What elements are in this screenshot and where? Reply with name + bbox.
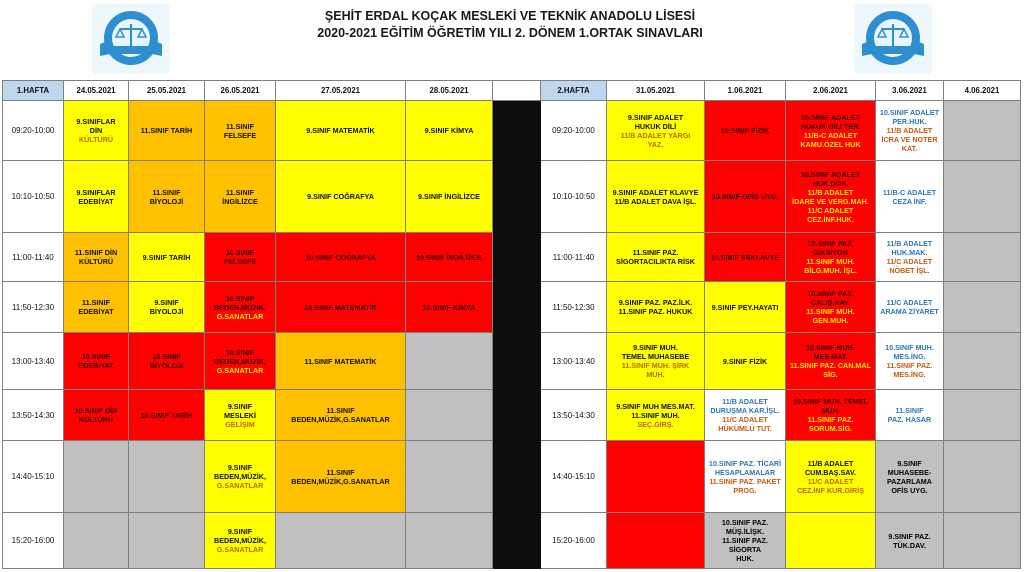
exam-cell-line: 9.SINIF ADALET KLAVYE bbox=[612, 187, 699, 197]
exam-cell-line: 11/B ADALET bbox=[886, 126, 933, 135]
exam-cell-line: 11.SINIF bbox=[152, 187, 181, 197]
exam-cell-line: KÜLTÜRÜ bbox=[78, 257, 114, 266]
exam-cell-line: 9.SINIF bbox=[227, 401, 253, 411]
exam-cell-line: BİYOLOJİ bbox=[149, 307, 184, 316]
exam-cell-line: MES.İNG. bbox=[893, 370, 926, 379]
exam-cell-line: CEZA İNF. bbox=[892, 196, 927, 206]
exam-cell-line: 9.SINIFLAR bbox=[76, 117, 116, 126]
exam-cell bbox=[64, 101, 129, 161]
exam-cell bbox=[406, 101, 493, 161]
week-separator bbox=[493, 441, 541, 513]
exam-cell-line: G.SANATLAR bbox=[216, 481, 264, 490]
exam-cell-line: ÇALIŞ.HAY. bbox=[810, 298, 851, 307]
exam-cell bbox=[64, 390, 129, 441]
exam-cell-line: 11.SINIF MUH. bbox=[806, 307, 855, 316]
exam-cell bbox=[607, 161, 705, 233]
exam-cell bbox=[786, 161, 876, 233]
exam-cell-line: BİYOLOJİ bbox=[149, 361, 184, 370]
exam-cell-line: 10.SINIF TARİH bbox=[140, 410, 193, 420]
school-emblem-icon bbox=[92, 4, 170, 74]
exam-cell-line: 10.SINIF PAZ. TİCARİ bbox=[708, 458, 782, 468]
exam-cell-line: 11/C ADALET bbox=[807, 205, 854, 215]
week2-date: 1.06.2021 bbox=[705, 81, 786, 101]
exam-cell-line: 10.SINIF ADALET bbox=[879, 108, 940, 117]
exam-cell-line: HÜKÜMLÜ TUT. bbox=[718, 424, 772, 433]
empty-cell bbox=[944, 441, 1021, 513]
exam-cell-line: 11/B ADALET DAVA İŞL. bbox=[614, 196, 697, 206]
exam-cell-line: OFİS UYG. bbox=[891, 485, 928, 495]
exam-cell-line: KAT. bbox=[901, 144, 918, 153]
exam-cell-line: GEN.MUH. bbox=[812, 316, 849, 325]
schedule-row bbox=[3, 513, 1021, 569]
exam-cell-line: BEDEN,MÜZİK, bbox=[214, 472, 266, 481]
exam-cell bbox=[876, 513, 944, 569]
exam-cell-line: 9.SINIFLAR bbox=[76, 187, 116, 197]
exam-cell-line: HUK.DOS. bbox=[812, 178, 849, 188]
time-slot: 11:50-12:30 bbox=[3, 282, 64, 333]
exam-cell-line: BİYOLOJİ bbox=[149, 196, 184, 206]
exam-cell-line: 9.SINIF bbox=[227, 527, 253, 536]
exam-cell bbox=[705, 333, 786, 390]
week2-date: 31.05.2021 bbox=[607, 81, 705, 101]
exam-cell bbox=[205, 233, 276, 282]
schedule-row bbox=[3, 333, 1021, 390]
exam-cell-line: 9.SINIF bbox=[227, 463, 253, 472]
exam-cell-line: 11/B ADALET bbox=[722, 397, 768, 406]
time-slot: 09:20-10:00 bbox=[3, 101, 64, 161]
title-exam-period: 2020-2021 EĞİTİM ÖĞRETİM YILI 2. DÖNEM 1.ORTAK SINAVLARI bbox=[317, 26, 703, 40]
exam-cell-line: 11.SINIF bbox=[226, 121, 254, 131]
exam-cell bbox=[205, 282, 276, 333]
week-separator bbox=[493, 390, 541, 441]
exam-cell-line: HESAPLAMALAR bbox=[714, 467, 776, 477]
exam-cell-line: MES.MAT. bbox=[813, 352, 848, 361]
exam-cell-line: DURUŞMA KAR.İŞL. bbox=[710, 406, 780, 415]
exam-cell bbox=[876, 233, 944, 282]
exam-cell-line: EDEBİYAT bbox=[78, 361, 114, 370]
exam-cell-line: DİKSİYON bbox=[813, 248, 848, 257]
empty-cell bbox=[944, 390, 1021, 441]
exam-cell-line: İCRA VE NOTER bbox=[881, 135, 938, 144]
document-header bbox=[0, 0, 1024, 80]
exam-cell-line: 10.SINIF PAZ. bbox=[807, 289, 854, 298]
exam-cell-line: 11/B-C ADALET bbox=[803, 130, 858, 140]
exam-cell-line: BEDEN,MÜZİK, bbox=[214, 536, 266, 545]
exam-cell bbox=[406, 161, 493, 233]
exam-cell-line: HUKUK DİLİ TER. bbox=[800, 121, 861, 131]
exam-cell bbox=[705, 390, 786, 441]
exam-cell-line: DİN bbox=[89, 126, 103, 135]
exam-cell-line: 11/B ADALET YARGI bbox=[620, 130, 691, 140]
exam-cell-line: KÜLTÜRÜ bbox=[78, 135, 114, 144]
exam-cell bbox=[786, 333, 876, 390]
exam-cell-line: MUH. bbox=[646, 370, 665, 379]
empty-cell bbox=[406, 513, 493, 569]
week-separator bbox=[493, 101, 541, 161]
exam-cell bbox=[876, 161, 944, 233]
exam-cell-line: 10.SINIF ADALET bbox=[800, 112, 861, 122]
time-slot: 10:10-10:50 bbox=[541, 161, 607, 233]
exam-cell-line: PAZARLAMA bbox=[887, 476, 932, 486]
schedule-row bbox=[3, 390, 1021, 441]
exam-cell-line: G.SANATLAR bbox=[216, 311, 264, 321]
exam-cell-line: 10.SINIF PAZ. bbox=[807, 239, 854, 248]
exam-cell-line: 9.SINIF MUH. bbox=[633, 343, 678, 352]
exam-cell-line: MUH. bbox=[821, 406, 840, 415]
title-school-name: ŞEHİT ERDAL KOÇAK MESLEKİ VE TEKNİK ANADOLU LİSESİ bbox=[324, 9, 696, 23]
exam-cell-line: 9.SINIF PEY.HAYATI bbox=[711, 302, 779, 312]
exam-cell bbox=[276, 233, 406, 282]
exam-cell-line: GELİŞİM bbox=[225, 419, 255, 429]
time-slot: 11:00-11:40 bbox=[541, 233, 607, 282]
exam-cell-line: 11/C ADALET bbox=[886, 257, 933, 266]
empty-cell bbox=[406, 333, 493, 390]
exam-cell-line: HUKUK DİLİ bbox=[634, 121, 677, 131]
exam-cell-line: 11.SINIF DİN bbox=[74, 248, 118, 257]
exam-cell-line: ARAMA ZİYARET bbox=[880, 307, 939, 316]
exam-cell bbox=[607, 333, 705, 390]
exam-cell-line: CEZ.İNF.HUK. bbox=[807, 214, 854, 224]
empty-cell bbox=[406, 441, 493, 513]
school-logo-left bbox=[92, 4, 170, 74]
exam-cell-line: TEMEL MUHASEBE bbox=[621, 352, 690, 361]
exam-cell bbox=[705, 513, 786, 569]
exam-cell bbox=[705, 161, 786, 233]
exam-cell bbox=[705, 101, 786, 161]
empty-cell bbox=[64, 441, 129, 513]
exam-cell-line: SİG. bbox=[823, 370, 838, 379]
exam-cell-line: 10.SINIF OFİS UYG. bbox=[711, 192, 779, 201]
empty-cell bbox=[406, 390, 493, 441]
exam-cell bbox=[205, 513, 276, 569]
exam-cell-line: 10.SINIF bbox=[225, 347, 255, 357]
exam-cell bbox=[786, 233, 876, 282]
exam-cell bbox=[876, 333, 944, 390]
exam-cell bbox=[607, 390, 705, 441]
exam-cell-line: 9.SINIF TARİH bbox=[142, 252, 191, 262]
exam-cell bbox=[406, 233, 493, 282]
exam-cell-line: 9.SINIF PAZ. PAZ.İLK. bbox=[618, 298, 693, 307]
exam-cell-line: 11.SINIF PAZ. HUKUK bbox=[618, 307, 693, 316]
exam-cell-line: 9.SINIF KİMYA bbox=[424, 126, 474, 135]
exam-cell-line: 11/B ADALET bbox=[807, 187, 854, 197]
exam-cell-line: 9.SINIF bbox=[154, 298, 179, 307]
exam-cell-line: 9.SINIF MATEMATİK bbox=[306, 126, 375, 135]
exam-cell-line: MES.İNG. bbox=[893, 352, 926, 361]
exam-cell-line: PAZ. HASAR bbox=[887, 415, 932, 424]
exam-cell-line: CEZ.İNF KUR.GİRİŞ bbox=[796, 485, 865, 495]
exam-cell-line: 10.SINIF MUH. TEMEL bbox=[792, 397, 869, 406]
time-slot: 15:20-16:00 bbox=[3, 513, 64, 569]
time-slot: 14:40-15:10 bbox=[541, 441, 607, 513]
exam-cell-line: 10.SINIF MUH. bbox=[885, 343, 934, 352]
exam-cell-line: MESLEKİ bbox=[224, 410, 256, 420]
exam-cell-line: İDARE VE VERG.MAH. bbox=[792, 196, 869, 206]
table-header-row bbox=[3, 81, 1021, 101]
exam-cell bbox=[276, 101, 406, 161]
exam-cell bbox=[276, 390, 406, 441]
week2-label: 2.HAFTA bbox=[541, 81, 607, 101]
week-separator bbox=[493, 161, 541, 233]
exam-cell-line: 10.SINIF MUH. bbox=[806, 343, 855, 352]
exam-cell-line: 11/B-C ADALET bbox=[882, 187, 937, 197]
exam-cell-line: 9.SINIF COĞRAFYA bbox=[307, 192, 374, 201]
exam-cell bbox=[205, 390, 276, 441]
exam-cell-line: PROG. bbox=[733, 485, 757, 495]
time-slot: 14:40-15:10 bbox=[3, 441, 64, 513]
exam-cell bbox=[786, 101, 876, 161]
exam-cell-line: MÜŞ.İLİŞK. bbox=[725, 527, 765, 536]
exam-cell-line: 11/B ADALET bbox=[807, 458, 854, 468]
exam-cell-line: 9.SINIF İNGİLİZCE bbox=[418, 192, 480, 201]
week1-date: 27.05.2021 bbox=[276, 81, 406, 101]
exam-cell-line: SORUM.SİG. bbox=[808, 424, 853, 433]
exam-cell bbox=[705, 441, 786, 513]
week1-date: 24.05.2021 bbox=[64, 81, 129, 101]
exam-cell-line: 9.SINIF FİZİK bbox=[722, 356, 768, 366]
exam-cell-line: 11.SINIF bbox=[326, 406, 355, 415]
exam-cell-line: 9.SINIF MUHASEBE- bbox=[887, 458, 932, 477]
exam-cell-line: 9.SINIF PAZ. TÜK.DAV. bbox=[888, 531, 931, 550]
exam-cell-line: BEDEN,MÜZİK, bbox=[214, 356, 266, 366]
exam-cell bbox=[205, 441, 276, 513]
week1-date: 28.05.2021 bbox=[406, 81, 493, 101]
exam-cell bbox=[876, 441, 944, 513]
week1-date: 25.05.2021 bbox=[129, 81, 205, 101]
exam-cell-line: KAMU.ÖZEL HUK bbox=[800, 139, 861, 149]
exam-cell bbox=[786, 441, 876, 513]
exam-cell bbox=[129, 390, 205, 441]
exam-cell bbox=[129, 282, 205, 333]
week-separator bbox=[493, 282, 541, 333]
empty-cell bbox=[944, 333, 1021, 390]
exam-cell bbox=[64, 233, 129, 282]
week-separator bbox=[493, 233, 541, 282]
exam-cell-line: 10.SINIF bbox=[152, 352, 181, 361]
time-slot: 13:00-13:40 bbox=[3, 333, 64, 390]
exam-cell bbox=[205, 101, 276, 161]
exam-cell bbox=[786, 282, 876, 333]
week2-date: 4.06.2021 bbox=[944, 81, 1021, 101]
exam-cell bbox=[205, 161, 276, 233]
exam-cell bbox=[276, 282, 406, 333]
time-slot: 13:50-14:30 bbox=[3, 390, 64, 441]
exam-cell bbox=[607, 282, 705, 333]
empty-cell bbox=[607, 441, 705, 513]
exam-cell bbox=[276, 161, 406, 233]
school-emblem-icon bbox=[854, 4, 932, 74]
time-slot: 11:00-11:40 bbox=[3, 233, 64, 282]
schedule-row bbox=[3, 161, 1021, 233]
exam-cell-line: 11.SINIF MUH. bbox=[806, 257, 855, 266]
week1-date: 26.05.2021 bbox=[205, 81, 276, 101]
exam-cell-line: 10.SINIF İNGİLİZCE bbox=[416, 252, 482, 262]
exam-cell bbox=[705, 282, 786, 333]
exam-cell bbox=[129, 233, 205, 282]
empty-cell bbox=[944, 513, 1021, 569]
exam-cell bbox=[786, 390, 876, 441]
exam-cell bbox=[705, 233, 786, 282]
exam-cell-line: 10.SINIF DİN bbox=[74, 406, 118, 415]
exam-cell-line: SEÇ.GİRŞ. bbox=[637, 419, 674, 429]
exam-cell-line: KÜLTÜRÜ bbox=[78, 415, 114, 424]
exam-cell-line: EDEBİYAT bbox=[78, 196, 114, 206]
exam-cell-line: İNGİLİZCE bbox=[222, 196, 258, 206]
exam-cell-line: NÖBET İŞL. bbox=[889, 266, 930, 275]
exam-cell-line: 10.SINIF bbox=[225, 293, 255, 303]
exam-cell-line: 11.SINIF MUH. ŞİRK bbox=[621, 361, 690, 370]
exam-cell bbox=[276, 441, 406, 513]
week2-date: 2.06.2021 bbox=[786, 81, 876, 101]
exam-cell-line: BEDEN,MÜZİK,G.SANATLAR bbox=[291, 415, 390, 424]
exam-cell-line: BİLG.MUH. İŞL. bbox=[804, 266, 857, 275]
exam-cell-line: G.SANATLAR bbox=[216, 365, 264, 375]
exam-cell bbox=[406, 282, 493, 333]
exam-cell-line: 9.SINIF MUH MES.MAT. bbox=[616, 401, 695, 411]
schedule-row bbox=[3, 282, 1021, 333]
exam-cell bbox=[129, 161, 205, 233]
exam-cell-line: 11.SINIF PAZ. bbox=[807, 415, 854, 424]
week-separator bbox=[493, 513, 541, 569]
schedule-row bbox=[3, 233, 1021, 282]
empty-cell bbox=[944, 161, 1021, 233]
empty-cell bbox=[944, 282, 1021, 333]
exam-cell bbox=[876, 101, 944, 161]
exam-cell-line: 11.SINIF bbox=[82, 298, 110, 307]
empty-cell bbox=[129, 513, 205, 569]
empty-cell bbox=[786, 513, 876, 569]
exam-cell-line: 11.SINIF MUH. bbox=[631, 410, 680, 420]
exam-cell bbox=[276, 333, 406, 390]
week1-label: 1.HAFTA bbox=[3, 81, 64, 101]
exam-cell-line: G.SANATLAR bbox=[216, 545, 264, 554]
exam-cell-line: 11.SINIF bbox=[895, 406, 924, 415]
exam-cell-line: 11.SINIF PAZ. CAN.MAL bbox=[790, 361, 871, 370]
exam-cell-line: HUK.MAK. bbox=[891, 248, 928, 257]
empty-cell bbox=[129, 441, 205, 513]
exam-cell-line: 10.SINIF bbox=[225, 248, 255, 257]
exam-cell-line: 11.SINIF bbox=[326, 467, 355, 477]
exam-cell bbox=[876, 282, 944, 333]
exam-cell bbox=[64, 333, 129, 390]
empty-cell bbox=[276, 513, 406, 569]
exam-cell-line: 11/C ADALET bbox=[722, 415, 768, 424]
time-slot: 13:00-13:40 bbox=[541, 333, 607, 390]
exam-cell-line: 11.SINIF PAZ. bbox=[632, 248, 679, 257]
exam-schedule-table bbox=[2, 80, 1021, 569]
time-slot: 10:10-10:50 bbox=[3, 161, 64, 233]
exam-cell bbox=[607, 233, 705, 282]
empty-cell bbox=[607, 513, 705, 569]
exam-cell-line: 10.SINIF SEKLAVYE bbox=[710, 252, 780, 262]
time-slot: 09:20-10:00 bbox=[541, 101, 607, 161]
exam-cell bbox=[205, 333, 276, 390]
exam-cell bbox=[607, 101, 705, 161]
exam-cell-line: 10.SINIF MATEMATİK bbox=[304, 302, 377, 312]
exam-cell-line: 11/B ADALET bbox=[886, 239, 933, 248]
exam-cell-line: 11/C ADALET bbox=[807, 476, 854, 486]
exam-cell-line: 10.SINIF ADALET bbox=[800, 169, 861, 179]
exam-cell-line: CUM.BAŞ.SAV. bbox=[804, 467, 857, 477]
exam-cell-line: 11.SINIF MATEMATİK bbox=[304, 356, 377, 366]
exam-cell bbox=[129, 333, 205, 390]
schedule-row bbox=[3, 101, 1021, 161]
exam-cell bbox=[64, 161, 129, 233]
document-title bbox=[250, 8, 770, 42]
exam-cell-line: PER.HUK. bbox=[892, 117, 927, 126]
exam-cell-line: 9.SINIF ADALET bbox=[627, 112, 684, 122]
school-logo-right bbox=[854, 4, 932, 74]
time-slot: 13:50-14:30 bbox=[541, 390, 607, 441]
exam-cell-line: 10.SINIF COĞRAFYA bbox=[305, 252, 376, 262]
exam-cell-line: FELSEFE bbox=[223, 130, 257, 140]
week2-date: 3.06.2021 bbox=[876, 81, 944, 101]
exam-cell-line: HUK. bbox=[736, 554, 754, 563]
week-separator bbox=[493, 333, 541, 390]
exam-cell-line: BEDEN,MÜZİK, bbox=[214, 302, 266, 312]
week-separator bbox=[493, 81, 541, 101]
exam-cell bbox=[876, 390, 944, 441]
exam-cell-line: 10.SINIF bbox=[81, 352, 111, 361]
exam-cell-line: FELSEFE bbox=[223, 257, 257, 266]
exam-cell-line: 11/C ADALET bbox=[886, 298, 933, 307]
exam-cell-line: 11.SINIF TARİH bbox=[140, 126, 193, 135]
exam-cell-line: 11.SINIF PAZ. SİGORTA bbox=[722, 536, 768, 554]
time-slot: 15:20-16:00 bbox=[541, 513, 607, 569]
empty-cell bbox=[944, 233, 1021, 282]
exam-cell-line: 11.SINIF bbox=[226, 187, 254, 197]
exam-cell-line: EDEBİYAT bbox=[78, 307, 114, 316]
time-slot: 11:50-12:30 bbox=[541, 282, 607, 333]
exam-cell-line: 10.SINIF FİZİK bbox=[720, 126, 770, 135]
exam-cell-line: 10.SINIF KİMYA bbox=[422, 302, 476, 312]
schedule-row bbox=[3, 441, 1021, 513]
table-body bbox=[3, 101, 1021, 569]
empty-cell bbox=[64, 513, 129, 569]
exam-cell-line: YAZ. bbox=[647, 139, 664, 149]
exam-cell-line: BEDEN,MÜZİK,G.SANATLAR bbox=[291, 476, 390, 486]
exam-cell-line: SİGORTACILIKTA RİSK bbox=[616, 257, 695, 266]
exam-cell-line: 10.SINIF PAZ. bbox=[721, 518, 769, 527]
exam-cell bbox=[129, 101, 205, 161]
exam-cell-line: 11.SINIF PAZ. PAKET bbox=[709, 476, 781, 486]
empty-cell bbox=[944, 101, 1021, 161]
exam-cell bbox=[64, 282, 129, 333]
exam-cell-line: 11.SINIF PAZ. bbox=[886, 361, 933, 370]
